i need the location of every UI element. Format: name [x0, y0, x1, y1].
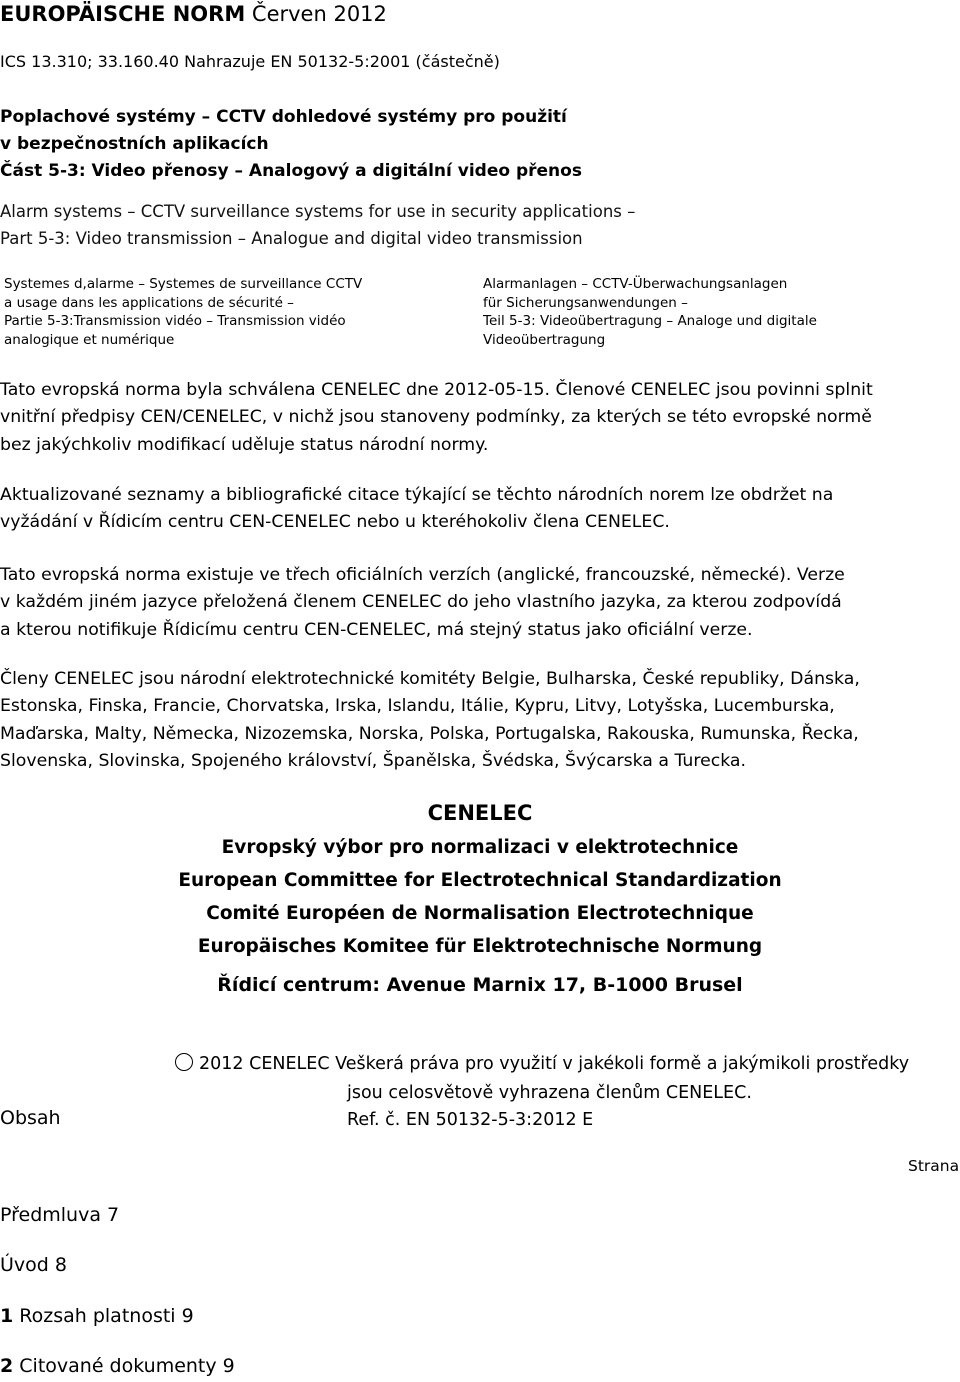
- cenelec-line-de: Europäisches Komitee für Elektrotechnische Normung: [197, 936, 763, 957]
- paragraph-members: [0, 666, 860, 775]
- title-german: [483, 275, 817, 349]
- cenelec-address: Řídicí centrum: Avenue Marnix 17, B-1000 Brusel: [217, 974, 743, 996]
- title-fr-line: a usage dans les applications de sécurité –: [4, 294, 294, 311]
- paragraph-line: Maďarska, Malty, Německa, Nizozemska, Norska, Polska, Portugalska, Rakouska, Rumunska, Řecka,: [0, 723, 859, 744]
- cenelec-name: CENELEC: [427, 801, 533, 825]
- cenelec-line-cs: Evropský výbor pro normalizaci v elektrotechnice: [221, 837, 739, 858]
- paragraph-line: Slovenska, Slovinska, Spojeného království, Španělska, Švédska, Švýcarska a Turecka.: [0, 750, 746, 771]
- copyright-text: 2012 CENELEC Veškerá práva pro využití v jakékoli formě a jakýmikoli prostředky: [199, 1054, 910, 1074]
- title-czech: [0, 104, 582, 185]
- title-cs-line: Část 5-3: Video přenosy – Analogový a digitální video přenos: [0, 161, 582, 181]
- toc-item-citovane[interactable]: [0, 1355, 235, 1377]
- title-fr-line: Partie 5-3:Transmission vidéo – Transmission vidéo: [4, 313, 346, 329]
- toc-item-predmluva[interactable]: [0, 1204, 119, 1226]
- paragraph-versions: [0, 562, 845, 644]
- title-fr-line: Systemes d,alarme – Systemes de surveillance CCTV: [4, 276, 363, 292]
- toc-item-text: Předmluva 7: [0, 1204, 120, 1226]
- copyright-line-2: jsou celosvětově vyhrazena členům CENELEC.: [347, 1083, 752, 1103]
- paragraph-line: v každém jiném jazyce přeložená členem CENELEC do jeho vlastního jazyka, za kterou zodpovídá: [0, 592, 842, 613]
- paragraph-line: bez jakýchkoliv modifikací uděluje status národní normy.: [0, 434, 489, 455]
- title-cs-line: v bezpečnostních aplikacích: [0, 134, 269, 154]
- toc-item-rozsah[interactable]: [0, 1305, 194, 1327]
- paragraph-approval: [0, 377, 873, 459]
- paragraph-line: vnitřní předpisy CEN/CENELEC, v nichž jsou stanoveny podmínky, za kterých se této evropské normě: [0, 407, 872, 428]
- copyright-icon: [175, 1053, 193, 1071]
- title-de-line: für Sicherungsanwendungen –: [483, 294, 688, 311]
- toc-item-text: Úvod 8: [0, 1254, 67, 1276]
- paragraph-line: Aktualizované seznamy a bibliografické citace týkající se těchto národních norem lze obdržet na: [0, 485, 834, 505]
- toc-item-uvod[interactable]: [0, 1254, 67, 1276]
- document-header: [0, 2, 387, 26]
- title-fr-line: analogique et numérique: [4, 331, 175, 348]
- ics-line: ICS 13.310; 33.160.40 Nahrazuje EN 50132-5:2001 (částečně): [0, 52, 500, 71]
- norm-date: Červen 2012: [251, 2, 387, 26]
- title-english: [0, 198, 635, 252]
- toc-page-label: Strana: [908, 1157, 960, 1175]
- title-en-line: Alarm systems – CCTV surveillance systems for use in security applications –: [0, 202, 636, 221]
- paragraph-line: Tato evropská norma byla schválena CENELEC dne 2012-05-15. Členové CENELEC jsou povinni splnit: [0, 380, 873, 400]
- paragraph-line: a kterou notifikuje Řídicímu centru CEN-CENELEC, má stejný status jako oficiální verze.: [0, 619, 753, 640]
- norm-label: EUROPÄISCHE NORM: [0, 2, 246, 26]
- paragraph-line: Tato evropská norma existuje ve třech oficiálních verzích (anglické, francouzské, německé). Verze: [0, 565, 845, 585]
- title-cs-line: Poplachové systémy – CCTV dohledové systémy pro použití: [0, 107, 567, 127]
- paragraph-line: vyžádání v Řídicím centru CEN-CENELEC nebo u kteréhokoliv člena CENELEC.: [0, 512, 670, 533]
- toc-item-text: Rozsah platnosti 9: [13, 1305, 194, 1327]
- paragraph-line: Estonska, Finska, Francie, Chorvatska, Irska, Islandu, Itálie, Kypru, Litvy, Lotyšska, Lucemburska,: [0, 696, 835, 717]
- reference-number: Ref. č. EN 50132-5-3:2012 E: [347, 1110, 594, 1130]
- toc-item-number: 2: [0, 1355, 14, 1377]
- title-de-line: Videoübertragung: [483, 331, 606, 348]
- title-en-line: Part 5-3: Video transmission – Analogue and digital video transmission: [0, 229, 583, 248]
- copyright-continuation: [347, 1053, 752, 1134]
- toc-heading: Obsah: [0, 1107, 61, 1129]
- cenelec-line-fr: Comité Européen de Normalisation Electrotechnique: [206, 903, 754, 924]
- title-de-line: Alarmanlagen – CCTV-Überwachungsanlagen: [483, 276, 788, 292]
- title-french: [4, 275, 362, 349]
- cenelec-line-en: European Committee for Electrotechnical Standardization: [178, 870, 782, 891]
- title-de-line: Teil 5-3: Videoübertragung – Analoge und digitale: [483, 313, 817, 329]
- paragraph-line: Členy CENELEC jsou národní elektrotechnické komitéty Belgie, Bulharska, České republiky, Dánska,: [0, 669, 860, 689]
- toc-item-number: 1: [0, 1305, 14, 1327]
- toc-item-text: Citované dokumenty 9: [13, 1355, 235, 1377]
- paragraph-lists: [0, 482, 833, 537]
